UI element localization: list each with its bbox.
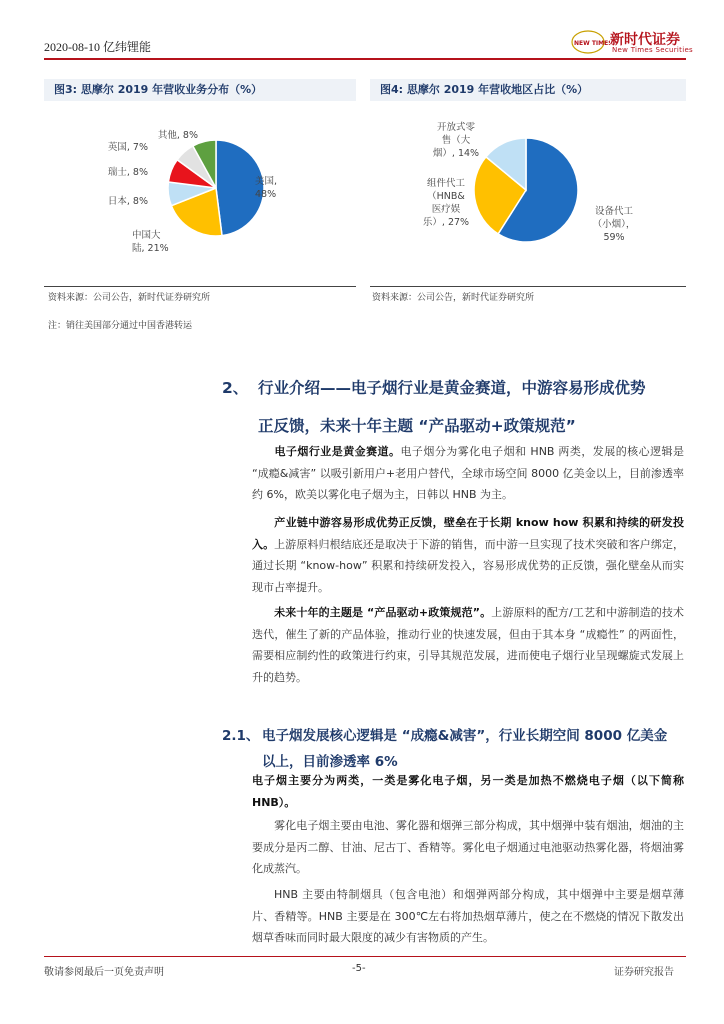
section21-p2-body: 雾化电子烟主要由电池、雾化器和烟弹三部分构成，其中烟弹中装有烟油，烟油的主要成分是丙二醇、甘油、尼古丁、香精等。雾化电子烟通过电池驱动热雾化器，将烟油雾化成蒸汽。 — [252, 819, 684, 875]
svg-text:NEW TIMES: NEW TIMES — [574, 40, 610, 47]
figure3-label-3: 瑞士, 8% — [107, 167, 148, 178]
figure4-source: 资料来源：公司公告，新时代证券研究所 — [372, 293, 535, 303]
figure3-slice-0 — [216, 140, 264, 236]
figure3-label-1: 中国大陆, 21% — [132, 230, 169, 254]
header-date-title: 2020-08-10 亿纬锂能 — [44, 40, 151, 54]
section21-paragraph1 — [252, 770, 684, 813]
footer-disclaimer: 敬请参阅最后一页免责声明 — [44, 967, 164, 978]
figure3-pie-chart — [44, 104, 356, 284]
figure4-label-0: 设备代工（小烟）， 59% — [592, 206, 636, 243]
section2-p2-body: 上游原料归根结底还是取决于下游的销售，而中游一旦实现了技术突破和客户绑定，通过长期 “know-how” 积累和持续研发投入，容易形成优势的正反馈，强化壁垒从而实现市占率提升。 — [252, 537, 685, 594]
figure3-label-4: 英国, 7% — [107, 142, 148, 153]
figure4-title: 图4: 思摩尔 2019 年营收地区占比（%） — [370, 79, 686, 101]
figure3-title: 图3: 思摩尔 2019 年营收业务分布（%） — [44, 79, 356, 101]
logo-text-cn: 新时代证券 — [610, 32, 680, 48]
figure4-bottom-rule — [370, 286, 686, 287]
section2-paragraph2 — [252, 512, 684, 598]
figure4-pie-chart — [370, 104, 686, 284]
section2-title-line2: 正反馈，未来十年主题 “产品驱动+政策规范” — [258, 417, 576, 435]
section2-paragraph3 — [252, 602, 684, 688]
section21-paragraph3 — [252, 884, 684, 949]
logo-mark-icon — [570, 28, 610, 56]
logo-text-en: New Times Securities — [612, 46, 693, 54]
figure3-note: 注：销往美国部分通过中国香港转运 — [48, 321, 193, 331]
figure3-bottom-rule — [44, 286, 356, 287]
section21-title-line2: 以上，目前渗透率 6% — [262, 754, 398, 770]
section21-p3-body: HNB 主要由特制烟具（包含电池）和烟弹两部分构成，其中烟弹中主要是烟草薄片、香精等。HNB 主要是在 300℃左右将加热烟草薄片，使之在不燃烧的情况下散发出烟草香味而同时最大限度的减少有害物质的产生。 — [252, 888, 684, 944]
section2-p3-body: 上游原料的配方/工艺和中游制造的技术迭代，催生了新的产品体验，推动行业的快速发展，但由于其本身 “成瘾性” 的两面性，需要相应制约性的政策进行约束，引导其规范发展，进而使电子烟行业呈现螺旋式发展上升的趋势。 — [252, 606, 684, 684]
section2-title-line1: 行业介绍——电子烟行业是黄金赛道，中游容易形成优势 — [258, 379, 646, 397]
section2-p3-lead: 未来十年的主题是 “产品驱动+政策规范”。 — [274, 606, 492, 619]
figure4-label-1: 组件代工（HNB&医疗娱乐）, 27% — [422, 178, 470, 228]
section21-paragraph2 — [252, 815, 684, 880]
figure3-label-5: 其他, 8% — [157, 130, 198, 141]
figure4-label-2: 开放式零售（大烟）, 14% — [432, 122, 480, 159]
footer-report-type: 证券研究报告 — [614, 967, 674, 978]
section2-paragraph1 — [252, 441, 684, 506]
figure3-source: 资料来源：公司公告，新时代证券研究所 — [48, 293, 211, 303]
figure3-label-2: 日本, 8% — [107, 196, 148, 207]
section21-p1-lead: 电子烟主要分为两类，一类是雾化电子烟，另一类是加热不燃烧电子烟（以下简称 HNB）。 — [252, 774, 684, 809]
footer-rule — [44, 956, 686, 957]
figure3-label-0: 美国, 48% — [255, 176, 278, 200]
section2-p1-body: 电子烟分为雾化电子烟和 HNB 两类，发展的核心逻辑是 “成瘾&减害” 以吸引新用户+老用户替代，全球市场空间 8000 亿美金以上，目前渗透率约 6%，欧美以雾化电子烟为主，日韩以 HNB 为主。 — [252, 445, 684, 501]
footer-page-number: -5- — [352, 963, 366, 974]
section2-number: 2、 — [222, 379, 249, 397]
section2-p2-lead: 产业链中游容易形成优势正反馈，壁垒在于长期 know how 积累和持续的研发投入。 — [252, 516, 684, 551]
section21-title-line1: 电子烟发展核心逻辑是 “成瘾&减害”，行业长期空间 8000 亿美金 — [262, 728, 668, 744]
section2-p1-lead: 电子烟行业是黄金赛道。 — [274, 445, 401, 458]
header-rule — [44, 58, 686, 60]
section21-number: 2.1、 — [222, 728, 260, 744]
